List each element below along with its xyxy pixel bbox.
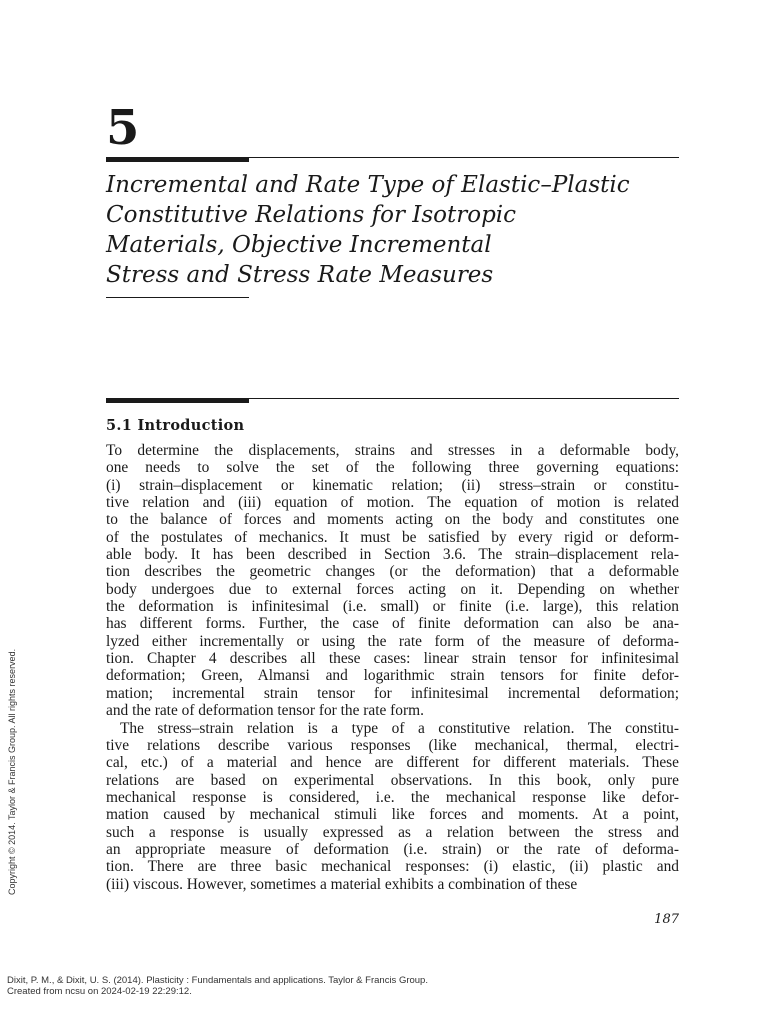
text-line: to the balance of forces and moments acting on the body and constitutes one [106,511,679,529]
text-line: mation; incremental strain tensor for infinitesimal incremental deformation; [106,684,679,702]
text-line: (i) strain–displacement or kinematic relation; (ii) stress–strain or constitu- [106,476,679,494]
text-line: cal, etc.) of a material and hence are different for different materials. These [106,754,679,772]
text-line: an appropriate measure of deformation (i.e. strain) or the rate of deforma- [106,840,679,858]
text-line: of the postulates of mechanics. It must be satisfied by every rigid or deform- [106,528,679,546]
text-line: the deformation is infinitesimal (i.e. small) or finite (i.e. large), this relation [106,598,679,616]
text-line: tion. Chapter 4 describes all these cases: linear strain tensor for infinitesimal [106,650,679,668]
chapter-rule-thin [249,157,679,158]
text-line: deformation; Green, Almansi and logarithmic strain tensors for finite defor- [106,667,679,685]
chapter-title-line: Materials, Objective Incremental [106,232,492,258]
page-number: 187 [654,912,679,927]
title-underline [106,297,249,298]
text-line: The stress–strain relation is a type of a constitutive relation. The constitu- [120,719,679,737]
chapter-title [106,170,686,290]
text-line: tion. There are three basic mechanical responses: (i) elastic, (ii) plastic and [106,858,679,876]
footer-citation: Dixit, P. M., & Dixit, U. S. (2014). Plasticity : Fundamentals and applications. Taylor & Francis Group. [7,975,428,986]
text-line: To determine the displacements, strains and stresses in a deformable body, [106,442,679,459]
chapter-title-line: Stress and Stress Rate Measures [106,262,494,288]
text-line: lyzed either incrementally or using the rate form of the measure of deforma- [106,632,679,650]
text-line: and the rate of deformation tensor for the rate form. [106,702,424,720]
chapter-number: 5 [106,100,140,156]
section-heading: 5.1 Introduction [106,417,245,434]
chapter-title-line: Incremental and Rate Type of Elastic–Plastic [106,172,630,198]
text-line: mechanical response is considered, i.e. the mechanical response like defor- [106,788,679,806]
text-line: able body. It has been described in Section 3.6. The strain–displacement rela- [106,546,679,564]
text-line: relations are based on experimental observations. In this book, only pure [106,771,679,789]
paragraph-2 [106,720,679,893]
section-rule-thin [249,398,679,399]
text-line: one needs to solve the set of the following three governing equations: [106,459,679,477]
chapter-title-line: Constitutive Relations for Isotropic [106,202,517,228]
text-line: tive relation and (iii) equation of motion. The equation of motion is related [106,494,679,512]
side-copyright: Copyright © 2014. Taylor & Francis Group. All rights reserved. [7,648,17,895]
text-line: has different forms. Further, the case of finite deformation can also be ana- [106,615,679,633]
text-line: such a response is usually expressed as a relation between the stress and [106,823,679,841]
text-line: body undergoes due to external forces acting on it. Depending on whether [106,580,679,598]
chapter-rule-thick [106,157,249,162]
paragraph-1 [106,442,679,720]
footer [7,975,428,997]
text-line: mation caused by mechanical stimuli like forces and moments. At a point, [106,806,679,824]
text-line: tion describes the geometric changes (or the deformation) that a deformable [106,563,679,581]
section-rule-thick [106,398,249,403]
body-text [106,442,679,893]
text-line: tive relations describe various responses (like mechanical, thermal, electri- [106,736,679,754]
text-line: (iii) viscous. However, sometimes a material exhibits a combination of these [106,875,578,893]
footer-created: Created from ncsu on 2024-02-19 22:29:12. [7,986,192,997]
